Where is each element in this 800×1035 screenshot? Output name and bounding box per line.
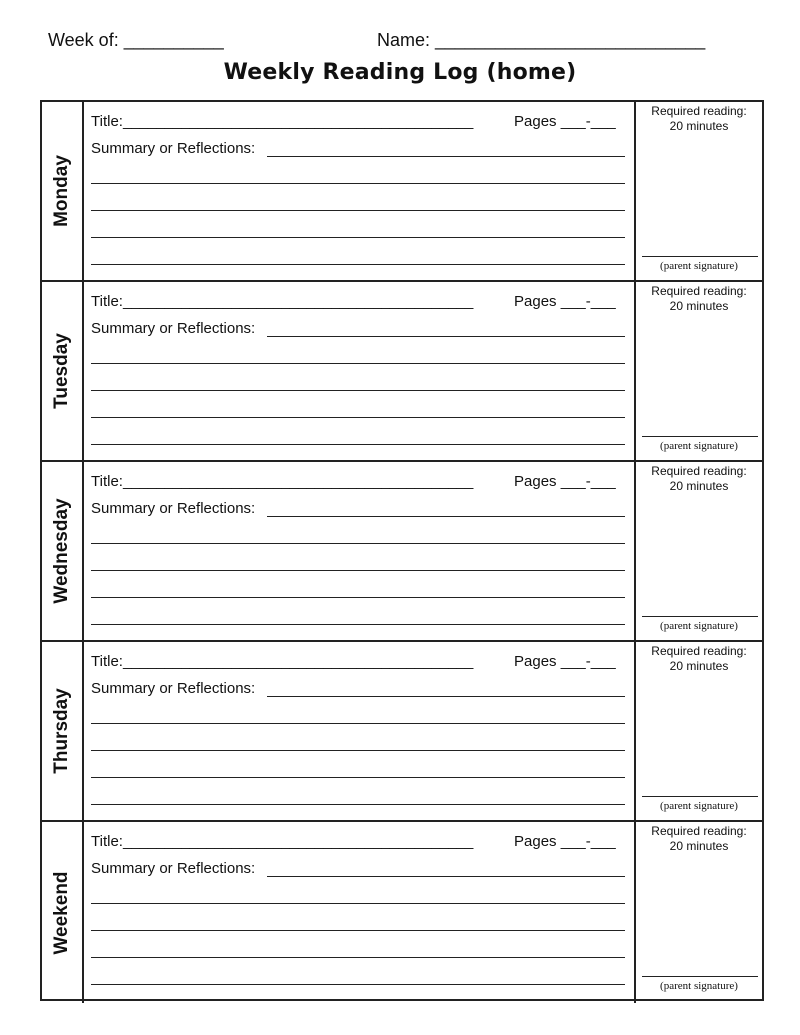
signature-cell bbox=[636, 642, 762, 820]
reflection-line[interactable] bbox=[91, 777, 625, 778]
day-label-cell bbox=[42, 642, 84, 820]
required-reading-label: Required reading: bbox=[651, 464, 747, 478]
required-reading-label: Required reading: bbox=[651, 104, 747, 118]
reflection-line[interactable] bbox=[91, 750, 625, 751]
parent-signature-line[interactable] bbox=[642, 436, 758, 437]
day-row-tuesday bbox=[42, 282, 762, 462]
day-label: Thursday bbox=[51, 688, 72, 774]
summary-line[interactable] bbox=[267, 336, 625, 337]
week-of-field[interactable]: Week of: __________ bbox=[48, 30, 224, 50]
entry-cell bbox=[84, 642, 636, 820]
title-field[interactable]: Title:__________________________________________ bbox=[91, 293, 474, 310]
title-field[interactable]: Title:__________________________________________ bbox=[91, 113, 474, 130]
required-reading-label: Required reading: bbox=[651, 644, 747, 658]
signature-cell bbox=[636, 822, 762, 1003]
reading-log-table bbox=[40, 100, 764, 1001]
reflection-line[interactable] bbox=[91, 237, 625, 238]
parent-signature-label: (parent signature) bbox=[660, 980, 738, 992]
required-reading-label: Required reading: bbox=[651, 284, 747, 298]
pages-field[interactable]: Pages ___-___ bbox=[514, 473, 616, 490]
day-label-cell bbox=[42, 462, 84, 640]
title-field[interactable]: Title:__________________________________________ bbox=[91, 473, 474, 490]
required-minutes: 20 minutes bbox=[669, 839, 729, 853]
required-reading-label: Required reading: bbox=[651, 824, 747, 838]
reflection-line[interactable] bbox=[91, 723, 625, 724]
name-field[interactable]: Name: ___________________________ bbox=[377, 30, 706, 50]
summary-line[interactable] bbox=[267, 876, 625, 877]
required-reading-note bbox=[636, 824, 762, 854]
reflection-line[interactable] bbox=[91, 570, 625, 571]
page-title: Weekly Reading Log (home) bbox=[223, 60, 577, 85]
day-label: Weekend bbox=[51, 870, 72, 955]
title-field[interactable]: Title:__________________________________________ bbox=[91, 833, 474, 850]
reflection-line[interactable] bbox=[91, 597, 625, 598]
entry-cell bbox=[84, 462, 636, 640]
summary-line[interactable] bbox=[267, 516, 625, 517]
pages-field[interactable]: Pages ___-___ bbox=[514, 293, 616, 310]
required-minutes: 20 minutes bbox=[669, 119, 729, 133]
signature-cell bbox=[636, 462, 762, 640]
reflection-line[interactable] bbox=[91, 183, 625, 184]
reflection-line[interactable] bbox=[91, 930, 625, 931]
summary-label: Summary or Reflections: bbox=[91, 680, 256, 697]
reflection-line[interactable] bbox=[91, 543, 625, 544]
entry-cell bbox=[84, 822, 636, 1003]
day-label-cell bbox=[42, 282, 84, 460]
day-row-monday bbox=[42, 102, 762, 282]
reflection-line[interactable] bbox=[91, 417, 625, 418]
pages-field[interactable]: Pages ___-___ bbox=[514, 833, 616, 850]
reflection-line[interactable] bbox=[91, 804, 625, 805]
pages-field[interactable]: Pages ___-___ bbox=[514, 653, 616, 670]
reflection-line[interactable] bbox=[91, 903, 625, 904]
day-label-cell bbox=[42, 822, 84, 1003]
reflection-line[interactable] bbox=[91, 390, 625, 391]
parent-signature-label: (parent signature) bbox=[660, 260, 738, 272]
day-label: Wednesday bbox=[51, 498, 72, 604]
summary-label: Summary or Reflections: bbox=[91, 320, 256, 337]
required-minutes: 20 minutes bbox=[669, 479, 729, 493]
day-label: Tuesday bbox=[51, 333, 72, 409]
title-field[interactable]: Title:__________________________________________ bbox=[91, 653, 474, 670]
day-label: Monday bbox=[51, 155, 72, 227]
parent-signature-line[interactable] bbox=[642, 616, 758, 617]
entry-cell bbox=[84, 102, 636, 280]
entry-cell bbox=[84, 282, 636, 460]
header bbox=[0, 30, 800, 54]
required-minutes: 20 minutes bbox=[669, 659, 729, 673]
day-label-cell bbox=[42, 102, 84, 280]
parent-signature-line[interactable] bbox=[642, 256, 758, 257]
parent-signature-label: (parent signature) bbox=[660, 620, 738, 632]
reflection-line[interactable] bbox=[91, 363, 625, 364]
day-row-weekend bbox=[42, 822, 762, 1003]
parent-signature-line[interactable] bbox=[642, 796, 758, 797]
summary-label: Summary or Reflections: bbox=[91, 860, 256, 877]
parent-signature-label: (parent signature) bbox=[660, 440, 738, 452]
parent-signature-label: (parent signature) bbox=[660, 800, 738, 812]
required-minutes: 20 minutes bbox=[669, 299, 729, 313]
required-reading-note bbox=[636, 104, 762, 134]
reflection-line[interactable] bbox=[91, 957, 625, 958]
summary-label: Summary or Reflections: bbox=[91, 500, 256, 517]
parent-signature-line[interactable] bbox=[642, 976, 758, 977]
signature-cell bbox=[636, 282, 762, 460]
reflection-line[interactable] bbox=[91, 444, 625, 445]
summary-line[interactable] bbox=[267, 156, 625, 157]
summary-line[interactable] bbox=[267, 696, 625, 697]
required-reading-note bbox=[636, 284, 762, 314]
reflection-line[interactable] bbox=[91, 264, 625, 265]
signature-cell bbox=[636, 102, 762, 280]
pages-field[interactable]: Pages ___-___ bbox=[514, 113, 616, 130]
day-row-wednesday bbox=[42, 462, 762, 642]
reflection-line[interactable] bbox=[91, 210, 625, 211]
day-row-thursday bbox=[42, 642, 762, 822]
required-reading-note bbox=[636, 644, 762, 674]
reflection-line[interactable] bbox=[91, 984, 625, 985]
summary-label: Summary or Reflections: bbox=[91, 140, 256, 157]
reflection-line[interactable] bbox=[91, 624, 625, 625]
required-reading-note bbox=[636, 464, 762, 494]
